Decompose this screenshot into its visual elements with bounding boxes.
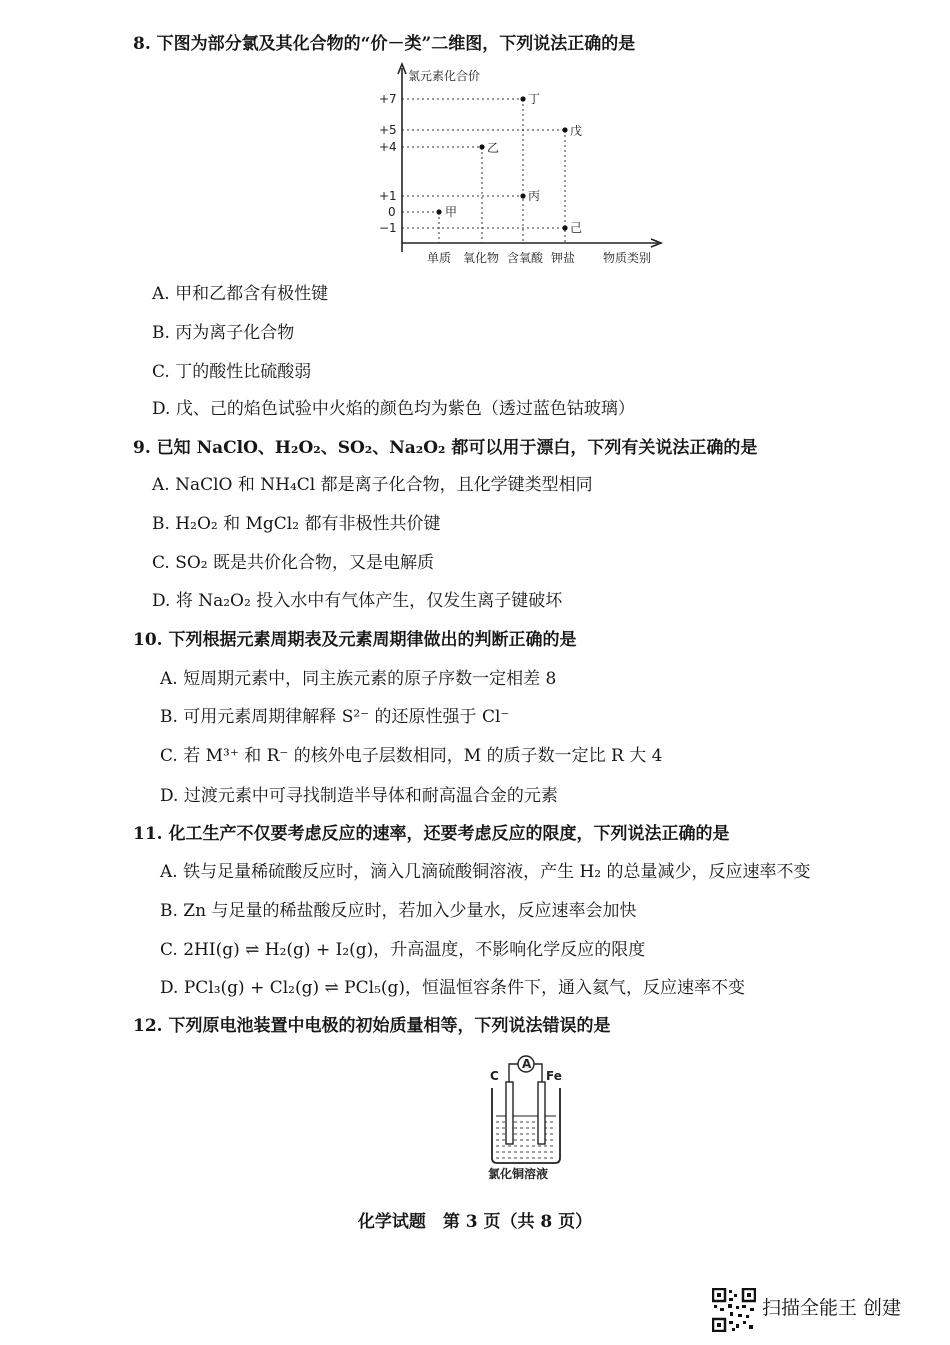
x-category: 钾盐 [551, 251, 576, 265]
q10-option-d: D. 过渡元素中可寻找制造半导体和耐高温合金的元素 [160, 786, 558, 806]
x-category: 含氧酸 [507, 251, 544, 265]
point-label: 乙 [487, 141, 500, 155]
q12-stem: 12. 下列原电池装置中电极的初始质量相等，下列说法错误的是 [133, 1016, 611, 1036]
q10-option-a: A. 短周期元素中，同主族元素的原子序数一定相差 8 [160, 669, 557, 689]
carbon-electrode [506, 1082, 513, 1144]
solution-label: 氯化铜溶液 [488, 1167, 549, 1180]
x-axis-title: 物质类别 [603, 251, 652, 265]
q8-option-b: B. 丙为离子化合物 [152, 323, 295, 343]
q8-option-c: C. 丁的酸性比硫酸弱 [152, 362, 312, 382]
point-label: 甲 [445, 205, 458, 219]
galvanic-cell-diagram [478, 1050, 578, 1180]
q9-stem: 9. 已知 NaClO、H₂O₂、SO₂、Na₂O₂ 都可以用于漂白，下列有关说法正确的是 [133, 438, 758, 458]
point-ding [520, 96, 525, 101]
point-label: 丙 [528, 189, 541, 203]
q9-option-d: D. 将 Na₂O₂ 投入水中有气体产生，仅发生离子键破坏 [152, 591, 563, 611]
q11-option-d: D. PCl₃(g) + Cl₂(g) ⇌ PCl₅(g)，恒温恒容条件下，通入氦气，反应速率不变 [160, 978, 746, 998]
point-jia [436, 209, 441, 214]
y-tick: +4 [379, 140, 397, 154]
x-category: 单质 [427, 251, 452, 265]
iron-electrode [538, 1082, 545, 1144]
solution-hatch [496, 1122, 556, 1158]
y-tick: 0 [388, 205, 396, 219]
page-footer: 化学试题 第 3 页（共 8 页） [357, 1212, 593, 1232]
q10-option-b: B. 可用元素周期律解释 S²⁻ 的还原性强于 Cl⁻ [160, 707, 510, 727]
q8-option-d: D. 戊、己的焰色试验中火焰的颜色均为紫色（透过蓝色钴玻璃） [152, 399, 635, 419]
x-category: 氧化物 [463, 251, 500, 265]
point-yi [479, 144, 484, 149]
q9-option-a: A. NaClO 和 NH₄Cl 都是离子化合物，且化学键类型相同 [152, 475, 593, 495]
point-label: 戊 [570, 124, 583, 138]
q10-stem: 10. 下列根据元素周期表及元素周期律做出的判断正确的是 [133, 630, 577, 650]
left-electrode-label: C [490, 1069, 499, 1083]
qr-code-icon [712, 1288, 756, 1332]
q11-option-a: A. 铁与足量稀硫酸反应时，滴入几滴硫酸铜溶液，产生 H₂ 的总量减少，反应速率不变 [160, 862, 811, 882]
q9-option-c: C. SO₂ 既是共价化合物，又是电解质 [152, 553, 435, 573]
q8-stem: 8. 下图为部分氯及其化合物的“价－类”二维图，下列说法正确的是 [133, 34, 636, 54]
point-label: 丁 [528, 92, 541, 106]
q11-option-c: C. 2HI(g) ⇌ H₂(g) + I₂(g)，升高温度，不影响化学反应的限度 [160, 940, 646, 960]
q8-option-a: A. 甲和乙都含有极性键 [152, 284, 329, 304]
y-tick: +7 [379, 92, 397, 106]
y-tick: +1 [379, 189, 397, 203]
y-axis-title: 氯元素化合价 [408, 69, 481, 83]
point-label: 己 [570, 221, 583, 235]
valence-class-diagram [375, 60, 675, 270]
q11-stem: 11. 化工生产不仅要考虑反应的速率，还要考虑反应的限度，下列说法正确的是 [133, 824, 730, 844]
q10-option-c: C. 若 M³⁺ 和 R⁻ 的核外电子层数相同，M 的质子数一定比 R 大 4 [160, 746, 663, 766]
ammeter-label: A [522, 1057, 532, 1071]
right-electrode-label: Fe [546, 1069, 562, 1083]
point-bing [520, 193, 525, 198]
scanner-watermark: 扫描全能王 创建 [762, 1297, 902, 1319]
point-ji [562, 225, 567, 230]
q11-option-b: B. Zn 与足量的稀盐酸反应时，若加入少量水，反应速率会加快 [160, 901, 637, 921]
y-tick: −1 [379, 221, 397, 235]
y-tick: +5 [379, 123, 397, 137]
q9-option-b: B. H₂O₂ 和 MgCl₂ 都有非极性共价键 [152, 514, 441, 534]
point-wu [562, 127, 567, 132]
